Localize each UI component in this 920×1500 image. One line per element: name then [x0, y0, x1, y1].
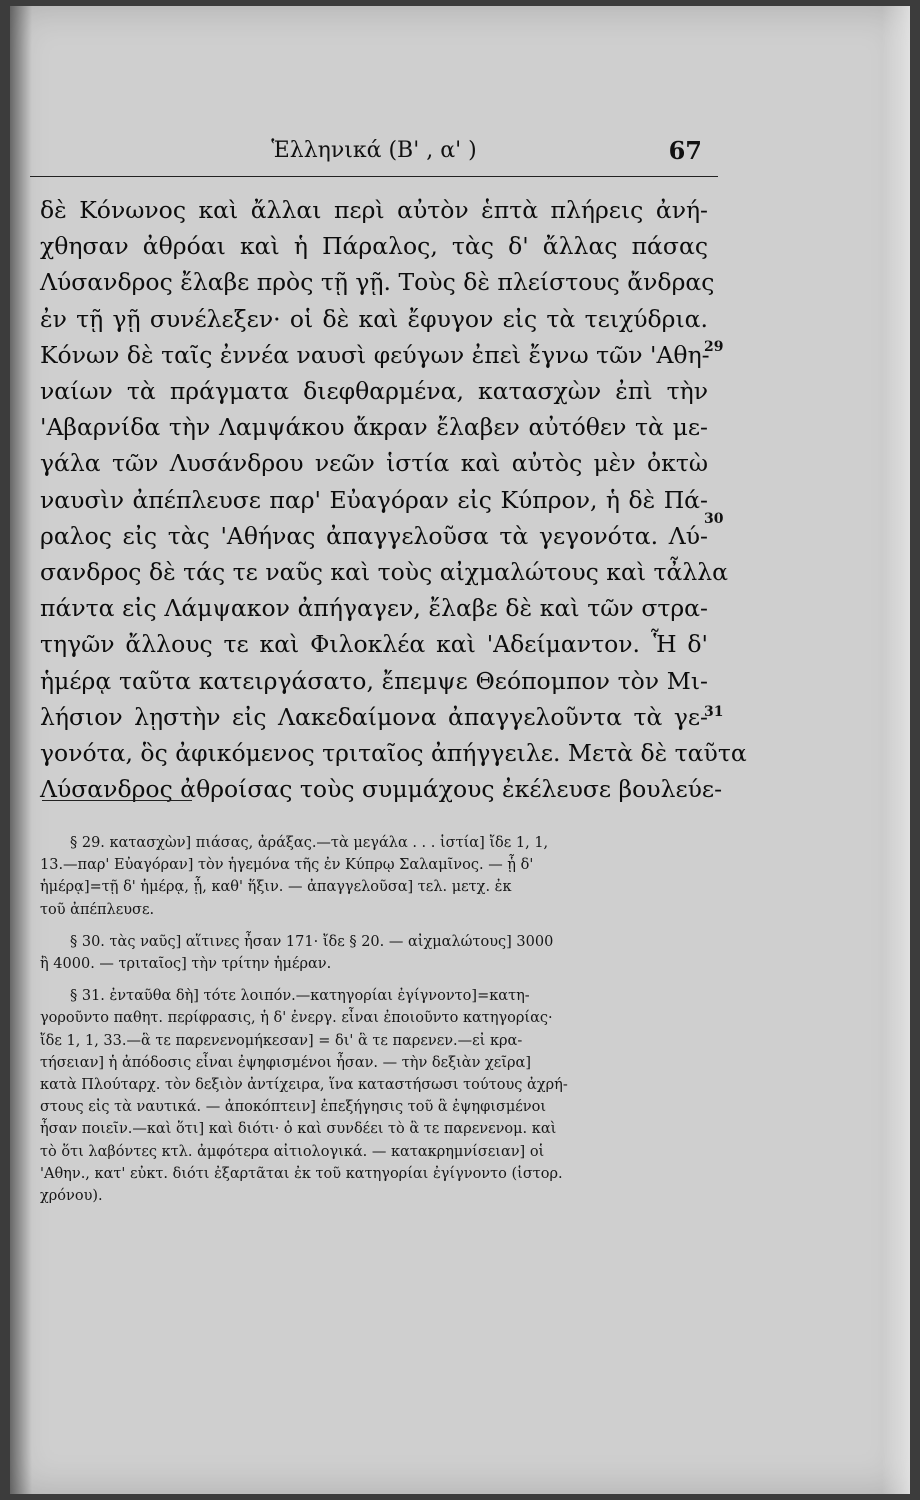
text-line: γονότα, ὃς ἀφικόμενος τριταῖος ἀπήγγειλε. Μετὰ δὲ ταῦτα	[40, 739, 747, 768]
spine-shadow	[10, 6, 32, 1494]
footnote-rule	[42, 800, 192, 801]
note-line: στους εἰς τὰ ναυτικά. — ἀποκόπτειν] ἐπεξήγησις τοῦ ἃ ἐψηφισμένοι	[40, 1099, 547, 1116]
text-line: τηγῶν ἄλλους τε καὶ Φιλοκλέα καὶ 'Αδείμαντον. Ἧ δ'	[40, 630, 708, 659]
note-line: ἡμέρᾳ]=τῇ δ' ἡμέρᾳ, ᾗ, καθ' ἥξιν. — ἀπαγγελοῦσα] τελ. μετχ. ἐκ	[40, 879, 512, 896]
footnote-31	[40, 985, 710, 1207]
note-line: ἴδε 1, 1, 33.—ἃ τε παρενενομήκεσαν] = δι' ἃ τε παρενεν.—εἰ κρα-	[40, 1032, 523, 1049]
section-number-31: 31	[704, 704, 724, 720]
text-line: Κόνων δὲ ταῖς ἐννέα ναυσὶ φεύγων ἐπεὶ ἔγνω τῶν 'Αθη-	[40, 340, 710, 369]
book-page	[10, 6, 910, 1494]
text-line: λήσιον λῃστὴν εἰς Λακεδαίμονα ἀπαγγελοῦντα τὰ γε-	[40, 702, 708, 731]
section-number-30: 30	[704, 511, 724, 527]
text-line: ραλος εἰς τὰς 'Αθήνας ἀπαγγελοῦσα τὰ γεγονότα. Λύ-	[40, 521, 708, 550]
text-line: χθησαν ἀθρόαι καὶ ἡ Πάραλος, τὰς δ' ἄλλας πάσας	[40, 232, 708, 261]
footnote-29	[40, 832, 710, 921]
section-number-29: 29	[704, 339, 724, 355]
text-line: δὲ Κόνωνος καὶ ἄλλαι περὶ αὐτὸν ἑπτὰ πλήρεις ἀνή-	[40, 196, 708, 224]
text-line: 'Αβαρνίδα τὴν Λαμψάκου ἄκραν ἔλαβεν αὐτόθεν τὰ με-	[40, 413, 708, 442]
page-number: 67	[668, 136, 702, 165]
text-line: σανδρος δὲ τάς τε ναῦς καὶ τοὺς αἰχμαλώτους καὶ τἆλλα	[40, 558, 729, 587]
note-line: 13.—παρ' Εὐαγόραν] τὸν ἡγεμόνα τῆς ἐν Κύπρῳ Σαλαμῖνος. — ᾗ δ'	[40, 857, 534, 874]
text-line: πάντα εἰς Λάμψακον ἀπήγαγεν, ἔλαβε δὲ καὶ τῶν στρα-	[40, 594, 708, 623]
text-line: ἡμέρᾳ ταῦτα κατειργάσατο, ἔπεμψε Θεόπομπον τὸν Μι-	[40, 666, 708, 695]
page-edge	[882, 6, 910, 1494]
note-line: § 30. τὰς ναῦς] αἵτινες ἦσαν 171· ἴδε § 20. — αἰχμαλώτους] 3000	[70, 933, 554, 950]
text-line: Λύσανδρος ἔλαβε πρὸς τῇ γῇ. Τοὺς δὲ πλείστους ἄνδρας	[40, 268, 715, 297]
page-header	[30, 134, 718, 177]
note-line: τήσειαν] ἡ ἀπόδοσις εἶναι ἐψηφισμένοι ἦσαν. — τὴν δεξιὰν χεῖρα]	[40, 1054, 531, 1071]
text-line: ναίων τὰ πράγματα διεφθαρμένα, κατασχὼν ἐπὶ τὴν	[40, 377, 708, 406]
footnotes	[40, 832, 710, 1217]
note-line: γοροῦντο παθητ. περίφρασις, ἡ δ' ἐνεργ. εἶναι ἐποιοῦντο κατηγορίας·	[40, 1010, 553, 1027]
text-line: ἐν τῇ γῇ συνέλεξεν· οἱ δὲ καὶ ἔφυγον εἰς τὰ τειχύδρια.	[40, 304, 708, 333]
text-line: ναυσὶν ἀπέπλευσε παρ' Εὐαγόραν εἰς Κύπρον, ἡ δὲ Πά-	[40, 485, 708, 514]
text-line: γάλα τῶν Λυσάνδρου νεῶν ἱστία καὶ αὐτὸς μὲν ὀκτὼ	[40, 449, 708, 478]
note-line: τοῦ ἀπέπλευσε.	[40, 901, 155, 918]
running-head: Ἑλληνικά (Β' , α' )	[271, 138, 477, 163]
note-line: 'Αθην., κατ' εὐκτ. διότι ἐξαρτᾶται ἐκ τοῦ κατηγορίαι ἐγίγνοντο (ἱστορ.	[40, 1165, 563, 1182]
text-line: Λύσανδρος ἀθροίσας τοὺς συμμάχους ἐκέλευσε βουλεύε-	[40, 775, 723, 804]
note-line: χρόνου).	[40, 1188, 103, 1205]
note-line: § 31. ἐνταῦθα δὴ] τότε λοιπόν.—κατηγορίαι ἐγίγνοντο]=κατη-	[70, 988, 530, 1005]
note-line: ἢ 4000. — τριταῖος] τὴν τρίτην ἡμέραν.	[40, 956, 332, 973]
note-line: τὸ ὅτι λαβόντες κτλ. ἀμφότερα αἰτιολογικά. — κατακρημνίσειαν] οἱ	[40, 1143, 545, 1160]
note-line: § 29. κατασχὼν] πιάσας, ἀράξας.—τὰ μεγάλα . . . ἱστία] ἴδε 1, 1,	[70, 835, 549, 851]
note-line: ἦσαν ποιεῖν.—καὶ ὅτι] καὶ διότι· ὁ καὶ συνδέει τὸ ἃ τε παρενενομ. καὶ	[40, 1121, 557, 1138]
note-line: κατὰ Πλούταρχ. τὸν δεξιὸν ἀντίχειρα, ἵνα καταστήσωσι τούτους ἀχρή-	[40, 1077, 568, 1094]
footnote-30	[40, 931, 710, 975]
